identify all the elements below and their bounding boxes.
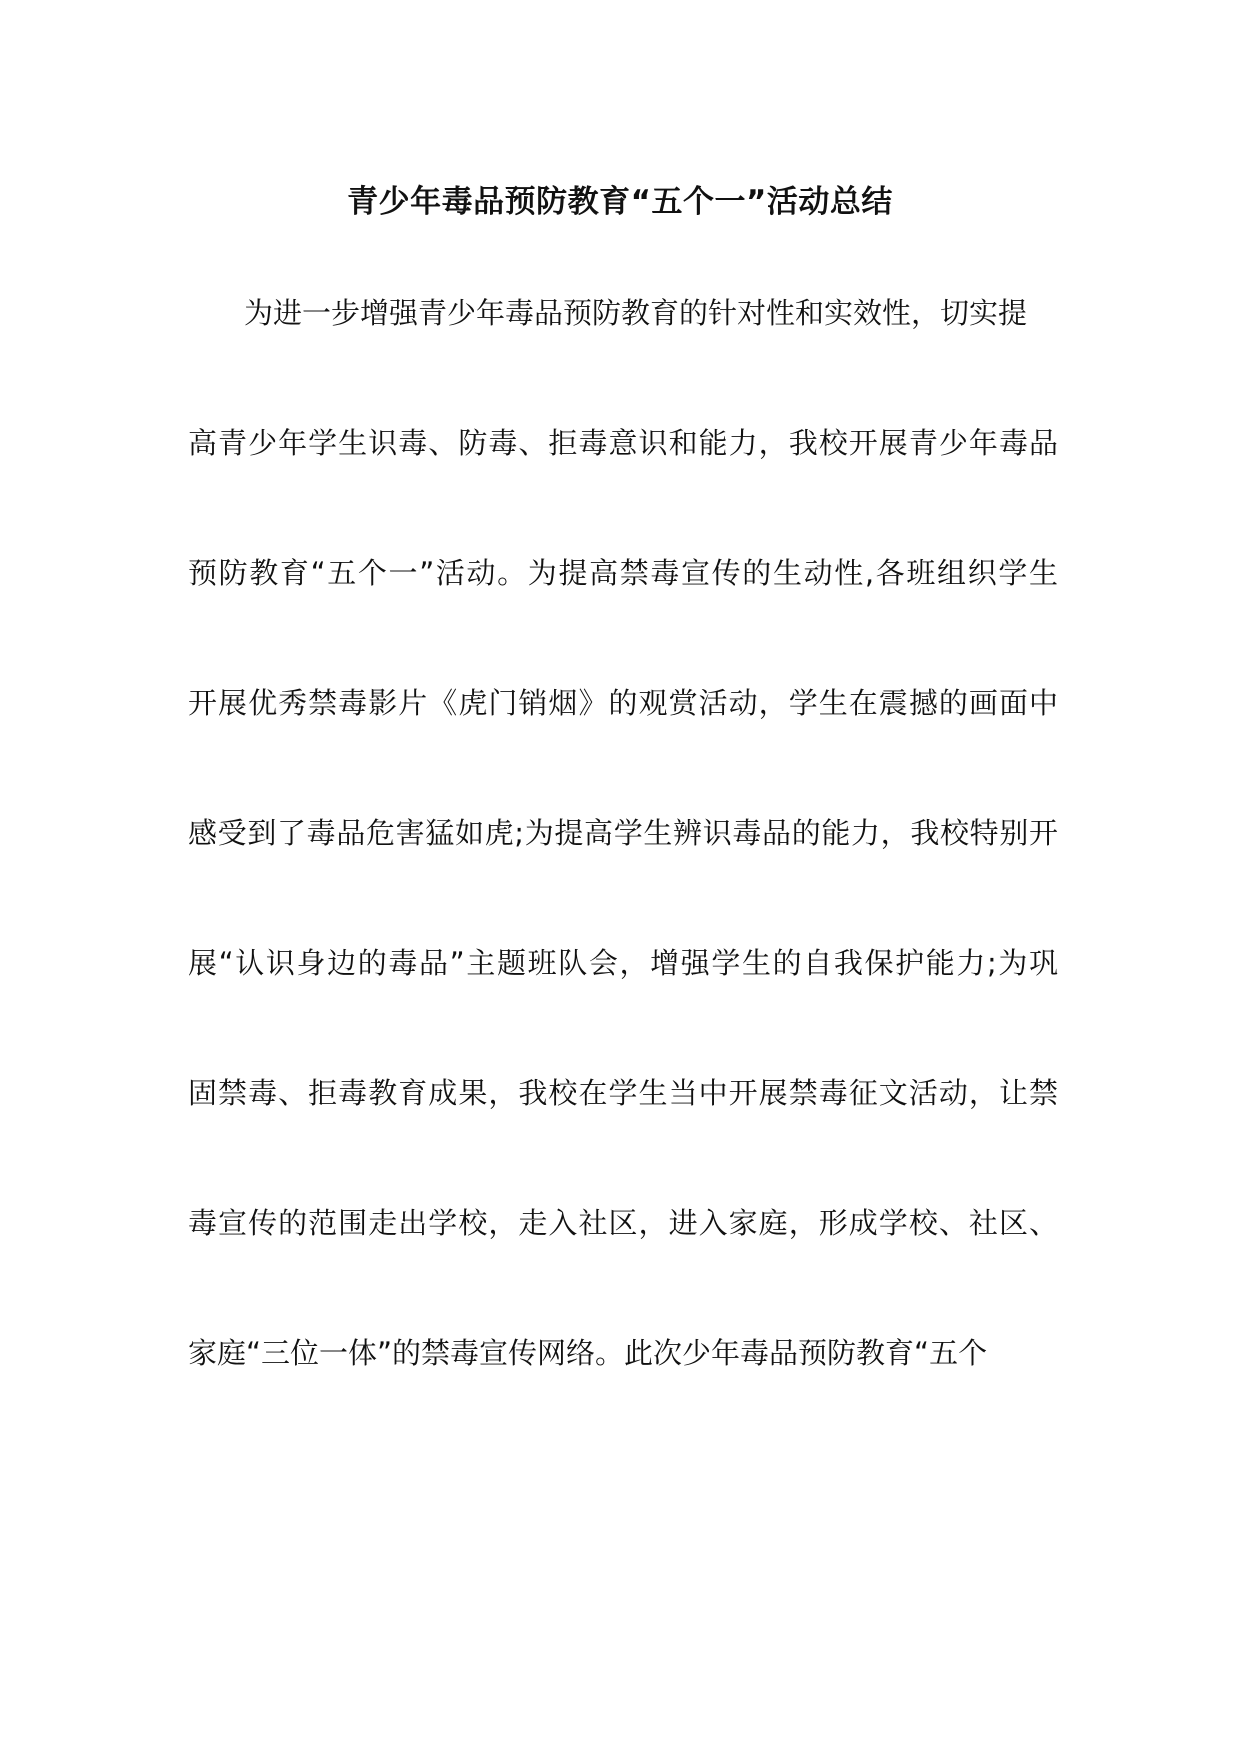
paragraph-line-9: 家庭“三位一体”的禁毒宣传网络。此次少年毒品预防教育“五个: [188, 1336, 988, 1370]
paragraph-line-6: 展“认识身边的毒品”主题班队会，增强学生的自我保护能力;为巩: [188, 946, 1058, 980]
paragraph-line-3: 预防教育“五个一”活动。为提高禁毒宣传的生动性,各班组织学生: [188, 556, 1058, 590]
document-title: 青少年毒品预防教育“五个一”活动总结: [347, 184, 893, 220]
paragraph-line-1: 为进一步增强青少年毒品预防教育的针对性和实效性，切实提: [244, 296, 1028, 330]
paragraph-line-4: 开展优秀禁毒影片《虎门销烟》的观赏活动，学生在震撼的画面中: [188, 686, 1058, 720]
paragraph-line-2: 高青少年学生识毒、防毒、拒毒意识和能力，我校开展青少年毒品: [188, 426, 1058, 460]
paragraph-line-7: 固禁毒、拒毒教育成果，我校在学生当中开展禁毒征文活动，让禁: [188, 1076, 1058, 1110]
paragraph-line-5: 感受到了毒品危害猛如虎;为提高学生辨识毒品的能力，我校特别开: [188, 816, 1058, 850]
paragraph-line-8: 毒宣传的范围走出学校，走入社区，进入家庭，形成学校、社区、: [188, 1206, 1058, 1240]
